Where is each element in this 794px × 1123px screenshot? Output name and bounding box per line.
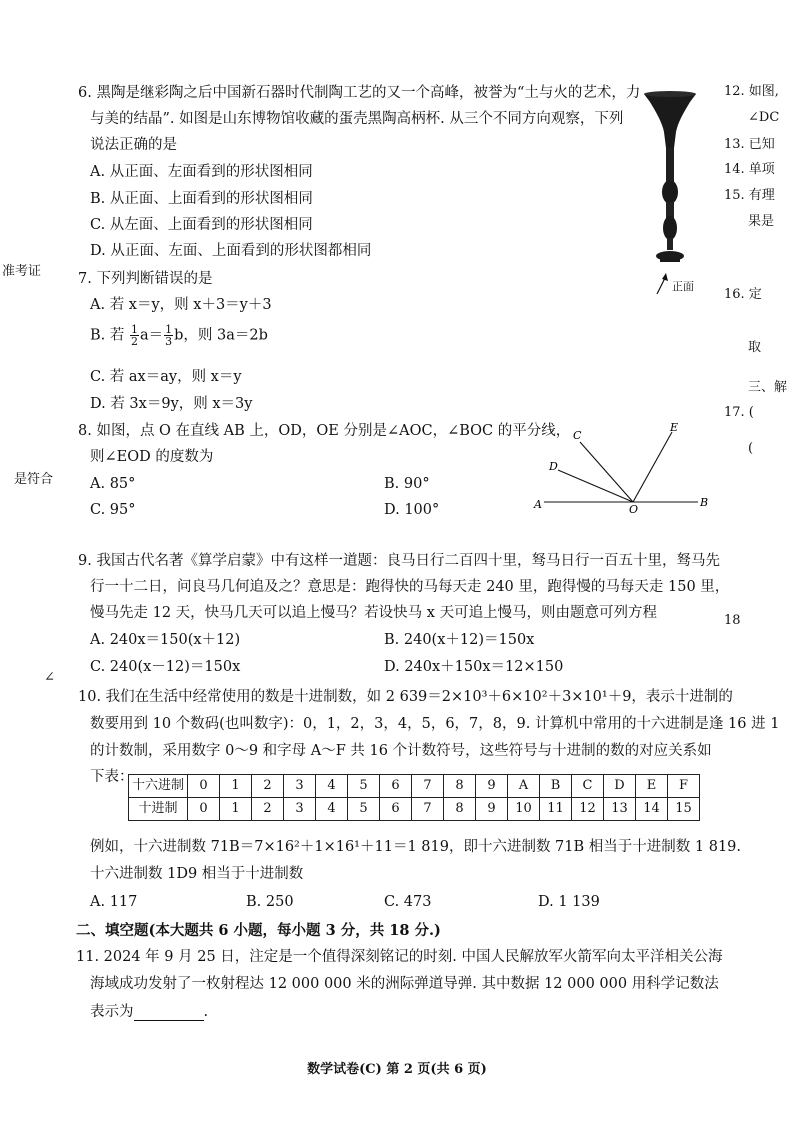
q7-stem: 7. 下列判断错误的是 xyxy=(78,271,213,287)
margin-mark: ∠ xyxy=(44,670,55,685)
hex-cell: 8 xyxy=(444,775,476,798)
right-margin-line: 13. 已知 xyxy=(724,137,775,152)
hex-cell: D xyxy=(604,775,636,798)
hex-cell: E xyxy=(636,775,668,798)
hex-row xyxy=(129,775,700,798)
q10-line6: 十六进制数 1D9 相当于十进制数 xyxy=(90,866,304,882)
hex-cell: C xyxy=(572,775,604,798)
dec-cell: 13 xyxy=(604,798,636,821)
q7-b-frac1-den: 2 xyxy=(130,335,138,348)
q6-line1: 6. 黑陶是继彩陶之后中国新石器时代制陶工艺的又一个高峰，被誉为“土与火的艺术，力 xyxy=(78,85,641,101)
q11-line3 xyxy=(90,1003,208,1021)
q10-line5: 例如，十六进制数 71B＝7×16²＋1×16¹＋11＝1 819，即十六进制数 71B 相当于十进制数 1 819. xyxy=(90,839,742,855)
dec-cell: 1 xyxy=(220,798,252,821)
dec-cell: 3 xyxy=(284,798,316,821)
q9-line2: 行一十二日，问良马几何追及之？意思是：跑得快的马每天走 240 里，跑得慢的马每天走 150 里， xyxy=(90,579,730,595)
right-margin-line: 15. 有理 xyxy=(724,188,775,203)
hex-row-label: 十六进制 xyxy=(129,775,188,798)
q11-line1: 11. 2024 年 9 月 25 日，注定是一个值得深刻铭记的时刻. 中国人民解放军火箭军向太平洋相关公海 xyxy=(76,949,723,965)
q7-option-a: A. 若 x＝y，则 x＋3＝y＋3 xyxy=(90,297,272,313)
q7-b-frac1-num: 1 xyxy=(130,323,138,336)
point-e-label: E xyxy=(670,421,679,434)
q7-b-suffix: b，则 3a＝2b xyxy=(174,327,268,344)
dec-cell: 2 xyxy=(252,798,284,821)
dec-cell: 4 xyxy=(316,798,348,821)
q6-option-b: B. 从正面、上面看到的形状图相同 xyxy=(90,191,313,207)
q10-line4: 下表： xyxy=(90,769,134,785)
ray-oc xyxy=(580,442,633,502)
q7-b-prefix: B. 若 xyxy=(90,327,125,344)
dec-cell: 15 xyxy=(668,798,700,821)
q6-option-d: D. 从正面、左面、上面看到的形状图都相同 xyxy=(90,243,372,259)
q11-answer-blank[interactable] xyxy=(134,1006,204,1021)
q10-line1: 10. 我们在生活中经常使用的数是十进制数，如 2 639＝2×10³＋6×10²＋3×10¹＋9，表示十进制的 xyxy=(78,689,733,705)
point-d-label: D xyxy=(549,460,558,473)
dec-cell: 0 xyxy=(188,798,220,821)
q8-option-c: C. 95° xyxy=(90,502,136,518)
q9-option-b: B. 240(x＋12)＝150x xyxy=(384,632,535,648)
q9-option-c: C. 240(x－12)＝150x xyxy=(90,659,241,675)
page-footer: 数学试卷(C) 第 2 页(共 6 页) xyxy=(307,1062,487,1077)
ray-oe xyxy=(633,432,672,502)
q9-line3: 慢马先走 12 天，快马几天可以追上慢马？若设快马 x 天可追上慢马，则由题意可列方程 xyxy=(90,605,658,621)
margin-label-fuhe: 是符合 xyxy=(14,472,54,487)
q11-line3-prefix: 表示为 xyxy=(90,1004,134,1020)
dec-cell: 10 xyxy=(508,798,540,821)
hex-decimal-table xyxy=(128,774,700,821)
right-margin-line: 18 xyxy=(724,613,741,628)
q8-option-b: B. 90° xyxy=(384,476,430,492)
q7-option-d: D. 若 3x＝9y，则 x＝3y xyxy=(90,396,253,412)
front-view-label: 正面 xyxy=(672,280,694,293)
q8-option-d: D. 100° xyxy=(384,502,440,518)
q6-line3: 说法正确的是 xyxy=(90,137,177,153)
q10-option-b: B. 250 xyxy=(246,894,294,910)
dec-cell: 5 xyxy=(348,798,380,821)
point-c-label: C xyxy=(573,429,582,442)
q9-line1: 9. 我国古代名著《算学启蒙》中有这样一道题：良马日行二百四十里，驽马日行一百五十里，驽马先 xyxy=(78,553,720,569)
point-b-label: B xyxy=(700,496,709,509)
right-margin-line: 12. 如图, xyxy=(724,84,779,99)
hex-cell: 5 xyxy=(348,775,380,798)
hex-cell: F xyxy=(668,775,700,798)
q8-line2: 则∠EOD 的度数为 xyxy=(90,449,214,465)
hex-cell: 3 xyxy=(284,775,316,798)
dec-cell: 7 xyxy=(412,798,444,821)
front-view-arrow-icon xyxy=(654,272,670,296)
right-margin-line: 14. 单项 xyxy=(724,162,775,177)
q6-option-a: A. 从正面、左面看到的形状图相同 xyxy=(90,164,313,180)
section-fill-in-heading: 二、填空题(本大题共 6 小题，每小题 3 分，共 18 分.) xyxy=(76,922,441,939)
point-a-label: A xyxy=(534,498,542,511)
right-margin-line: ( xyxy=(748,441,754,456)
margin-label-zhunkaozheng: 准考证 xyxy=(2,264,42,279)
q7-option-c: C. 若 ax＝ay，则 x＝y xyxy=(90,369,242,385)
q10-option-a: A. 117 xyxy=(90,894,138,910)
dec-cell: 14 xyxy=(636,798,668,821)
q10-option-c: C. 473 xyxy=(384,894,432,910)
dec-cell: 6 xyxy=(380,798,412,821)
q7-b-fraction-half xyxy=(130,324,139,347)
q7-b-fraction-third xyxy=(164,324,173,347)
black-pottery-cup-image xyxy=(640,88,700,288)
point-o-label: O xyxy=(629,503,639,515)
dec-row-label: 十进制 xyxy=(129,798,188,821)
hex-cell: A xyxy=(508,775,540,798)
dec-cell: 8 xyxy=(444,798,476,821)
hex-cell: 7 xyxy=(412,775,444,798)
q8-line1: 8. 如图，点 O 在直线 AB 上，OD，OE 分别是∠AOC，∠BOC 的平分线， xyxy=(78,423,571,439)
dec-cell: 9 xyxy=(476,798,508,821)
right-margin-line: 17. ( xyxy=(724,405,754,420)
right-margin-line: 三、解 xyxy=(748,380,788,395)
dec-cell: 11 xyxy=(540,798,572,821)
q7-b-mid: a＝ xyxy=(139,327,164,344)
right-margin-line: 取 xyxy=(748,340,762,355)
q11-line2: 海域成功发射了一枚射程达 12 000 000 米的洲际弹道导弹. 其中数据 12 000 000 用科学记数法 xyxy=(90,976,719,992)
hex-cell: 1 xyxy=(220,775,252,798)
right-margin-line: ∠DC xyxy=(748,110,780,125)
q7-b-frac2-num: 1 xyxy=(165,323,173,336)
q6-option-c: C. 从左面、上面看到的形状图相同 xyxy=(90,217,313,233)
hex-cell: B xyxy=(540,775,572,798)
hex-cell: 6 xyxy=(380,775,412,798)
hex-cell: 0 xyxy=(188,775,220,798)
hex-cell: 4 xyxy=(316,775,348,798)
q7-b-frac2-den: 3 xyxy=(165,335,173,348)
q7-option-b xyxy=(90,324,268,347)
q10-line2: 数要用到 10 个数码(也叫数字)：0，1，2，3，4，5，6，7，8，9. 计算机中常用的十六进制是逢 16 进 1 xyxy=(90,716,780,732)
q11-line3-suffix: . xyxy=(203,1004,209,1020)
dec-cell: 12 xyxy=(572,798,604,821)
dec-row xyxy=(129,798,700,821)
q6-line2: 与美的结晶”. 如图是山东博物馆收藏的蛋壳黑陶高柄杯. 从三个不同方向观察，下列 xyxy=(90,111,624,127)
hex-cell: 2 xyxy=(252,775,284,798)
hex-cell: 9 xyxy=(476,775,508,798)
right-margin-line: 果是 xyxy=(748,214,775,229)
q9-option-d: D. 240x＋150x＝12×150 xyxy=(384,659,564,675)
q8-option-a: A. 85° xyxy=(90,476,136,492)
angle-bisector-figure xyxy=(530,420,720,515)
q10-line3: 的计数制，采用数字 0～9 和字母 A～F 共 16 个计数符号，这些符号与十进制的数的对应关系如 xyxy=(90,743,712,759)
q10-option-d: D. 1 139 xyxy=(538,894,600,910)
ray-od xyxy=(558,470,633,502)
q9-option-a: A. 240x＝150(x＋12) xyxy=(90,632,241,648)
right-margin-line: 16. 定 xyxy=(724,287,762,302)
